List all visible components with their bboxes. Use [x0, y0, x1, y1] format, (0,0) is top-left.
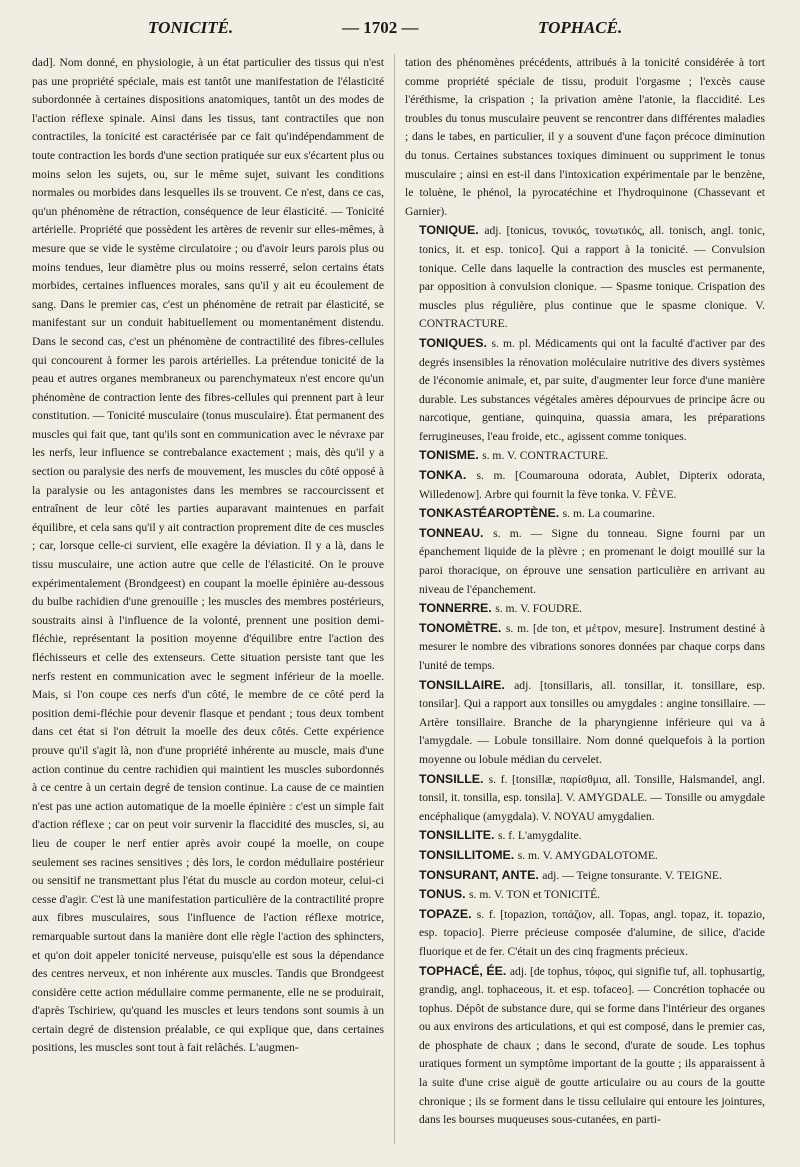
entry-headword: TONSILLITE.	[419, 828, 495, 843]
entry-headword: TONSILLAIRE.	[419, 677, 505, 692]
entry-definition: s. f. L'amygdalite.	[497, 829, 582, 843]
dictionary-entry	[405, 466, 765, 504]
entry-definition: s. m. La coumarine.	[562, 507, 655, 521]
entry-headword: TONKASTÉAROPTÈNE.	[419, 506, 560, 521]
entry-definition: s. m. [Coumarouna odorata, Aublet, Dipterix odorata, Willedenow]. Arbre qui fournit la fève tonka. V. FÈVE.	[419, 469, 765, 501]
entry-definition: s. m. [de ton, et μέτρον, mesure]. Instrument destiné à mesurer le nombre des vibrations sonores données par chaque corps dans l'unité de temps.	[419, 621, 765, 672]
entry-headword: TONUS.	[419, 887, 466, 902]
tonicite-entry-end: tation des phénomènes précédents, attribués à la tonicité considérée à tort comme propriété spéciale de tissu, produit l'orgasme ; l'excès cause l'éréthisme, la crispation ; la privation amène l'atonie, la flaccidité. Les troubles du tonus musculaire peuvent se rencontrer dans différentes maladies ; dans le tabes, en particulier, il y a souvent d'une façon précoce diminution du tonus. Certaines substances toxiques diminuent ou suppriment le tonus musculaire ; ainsi en est-il dans l'intoxication expérimentale par le benzène, le toluène, le phénol, la pyrocatéchine et l'hydroquinone (Chassevant et Garnier).	[405, 56, 765, 218]
entry-headword: TONKA.	[419, 468, 467, 483]
dictionary-entry	[405, 446, 765, 466]
dictionary-entry	[405, 770, 765, 827]
page-number: — 1702 —	[342, 18, 419, 37]
dictionary-entry	[405, 885, 765, 905]
dictionary-entry	[405, 599, 765, 619]
dictionary-entry	[405, 221, 765, 334]
entry-headword: TONSILLE.	[419, 771, 484, 786]
tonicite-entry-continuation: dad]. Nom donné, en physiologie, à un état particulier des tissus qui n'est pas une propriété spéciale, mais est tantôt une manifestation de l'élasticité subordonnée à certaines dispositions anatomiques, tantôt un des modes de l'action réflexe spinale. Ainsi dans les tissus, tant contractiles que non contractiles, la tonicité est caractérisée par ce fait qu'indépendamment de toute contraction les bords d'une section pratiquée sur eux s'écartent plus ou moins selon les sujets, ou, sur le même sujet, suivant les conditions normales ou morbides dans lesquelles ils se trouvent. Ce n'est, dans ce cas, qu'un phénomène de rétraction, conséquence de leur élasticité. — Tonicité artérielle. Propriété que possèdent les artères de revenir sur elles-mêmes, à mesure que se vide le système circulatoire ; ou d'avoir leurs parois plus ou moins tendues, leur diamètre plus ou moins resserré, selon certains états morbides, certaines influences morales, sans qu'il y ait eu écoulement de sang. Dans le premier cas, c'est un phénomène de retrait par élasticité, se manifestant sur un conduit habituellement ou momentanément distendu. Dans le second cas, c'est un phénomène de contractilité des fibres-cellules qui concourent à former les parois artérielles. La prétendue tonicité de la peau et autres organes membraneux ou parenchymateux n'est encore qu'un phénomène de contraction lente des fibres-cellules qui prennent part à leur constitution. — Tonicité musculaire (tonus musculaire). État permanent des muscles qui fait que, tant qu'ils sont en communication avec le névraxe par les nerfs, leur influence se contrebalance exactement ; mais, dès qu'il y a section ou paralysie des nerfs de mouvement, les muscles du côté opposé à la paralysie ou les antagonistes dans les membres se raccourcissent et entraînent de leur côté les parties auparavant maintenues en parfait équilibre, et cela sans qu'il y ait contraction proprement dite de ces muscles ; car, lorsque celle-ci survient, elle exagère la déviation. Il y a là, dans le tissu musculaire, une action autre que celle de l'élasticité. On le prouve expérimentalement (Brondgeest) en coupant la moelle épinière au-dessous du bulbe rachidien d'une grenouille ; les muscles des membres postérieurs, soustraits ainsi à l'influence de la volonté, prennent une position demi-fléchie, représentant la position moyenne d'équilibre entre l'action des fléchisseurs et celle des extenseurs. Cette situation persiste tant que les nerfs restent en communication avec le segment inférieur de la moelle. Mais, si l'on coupe ces nerfs d'un côté, le membre de ce côté perd la position demi-fléchie pour devenir flasque et pendant ; tous deux tombent dans cet état si l'on détruit la moelle des deux côtés. Cette expérience prouve qu'il s'agit là, non d'une propriété inhérente au muscle, mais d'une action continue du centre rachidien qui maintient les muscles subordonnés à ce centre à un certain degré de tension continue. La cause de ce maintien n'est pas une action automatique de la moelle épinière : c'est un simple fait d'action réflexe ; car on peut voir survenir la flaccidité des muscles, si, au lieu de couper le nerf entier après avoir coupé la moelle, on coupe seulement ses racines sensitives ; dès lors, le cordon médullaire postérieur ou sensitif ne transmettant plus l'état du muscle au cordon moteur, celui-ci cesse d'agir. C'est là une manifestation particulière de la contractilité propre aux fibres musculaires, sous l'influence de l'action réflexe motrice, remarquable surtout dans la manière dont elle règle l'action des sphincters, et qu'on doit appeler tonicité nerveuse, puisqu'elle est sous la dépendance des centres nerveux, et non inhérente aux muscles. Tandis que Brondgeest considère cette action médullaire comme permanente, elle ne se produirait, d'après Tschiriew, qu'quand les muscles et leurs tendons sont soumis à un certain degré de distension préalable, ce qui explique que, dans certaines positions, les muscles sont tout à fait relâchés. L'augmen-	[32, 56, 384, 1055]
entry-definition: s. f. [topazion, τοπάζιον, all. Topas, angl. topaz, it. topazio, esp. topacio]. Pierre précieuse composée d'alumine, de silice, d'acide fluorique et de fer. C'était un des cinq fragments précieux.	[419, 907, 765, 958]
entry-list	[405, 221, 765, 1130]
entry-definition: s. m. — Signe du tonneau. Signe fourni par un épanchement liquide de la plèvre ; en promenant le doigt mouillé sur la paroi thoracique, on éprouve une sensation particulière en arrivant au niveau de l'épanchement.	[419, 526, 765, 596]
entry-headword: TONNERRE.	[419, 601, 492, 616]
entry-definition: adj. [tonicus, τονικός, τονωτικός, all. tonisch, angl. tonic, tonics, it. et esp. tonico]. Qui a rapport à la tonicité. — Convulsion tonique. Celle dans laquelle la contraction des muscles est permanente, par opposition à convulsion clonique. — Spasme tonique. Crispation des muscles plus régulière, plus continue que le spasme clonique. V. CONTRACTURE.	[419, 224, 765, 331]
entry-headword: TONSILLITOME.	[419, 847, 515, 862]
left-column	[32, 54, 384, 1058]
dictionary-entry	[405, 504, 765, 524]
dictionary-entry	[405, 905, 765, 962]
entry-definition: s. m. V. TON et TONICITÉ.	[469, 888, 601, 902]
dictionary-entry	[405, 676, 765, 770]
running-header	[0, 18, 800, 46]
dictionary-entry	[405, 619, 765, 676]
dictionary-entry	[405, 846, 765, 866]
entry-headword: TONIQUES.	[419, 335, 487, 350]
dictionary-entry	[405, 866, 765, 886]
entry-definition: s. f. [tonsillæ, παρίσθμια, all. Tonsille, Halsmandel, angl. tonsil, it. tonsilla, esp. tonsila]. V. AMYGDALE. — Tonsille ou amygdale encéphalique (amygdala). V. NOYAU amygdalien.	[419, 772, 765, 823]
entry-definition: s. m. V. FOUDRE.	[495, 602, 583, 616]
column-divider	[394, 54, 395, 1144]
entry-definition: s. m. V. AMYGDALOTOME.	[517, 848, 658, 862]
entry-definition: adj. [tonsillaris, all. tonsillar, it. tonsillare, esp. tonsilar]. Qui a rapport aux tonsilles ou amygdales : angine tonsillaire. — Artère tonsillaire. Branche de la pharyngienne inférieure qui va à l'amygdale. — Lobule tonsillaire. Nom donné quelquefois à la portion moyenne ou lobule médian du cervelet.	[419, 678, 765, 766]
header-right-headword: TOPHACÉ.	[538, 18, 623, 37]
entry-headword: TONIQUE.	[419, 223, 479, 238]
entry-definition: s. m. pl. Médicaments qui ont la faculté d'activer par des degrés insensibles la rénovation moléculaire nutritive des divers systèmes de l'économie animale, et, par suite, d'augmenter leur force d'une manière durable. Les substances végétales amères dépourvues de principe âcre ou narcotique, gentiane, quinquina, quassia amara, les préparations ferrugineuses, l'eau froide, etc., agissent comme toniques.	[419, 336, 765, 443]
dictionary-entry	[405, 524, 765, 599]
dictionary-entry	[405, 826, 765, 846]
header-left-headword: TONICITÉ.	[148, 18, 234, 37]
entry-headword: TONISME.	[419, 448, 479, 463]
dictionary-entry	[405, 962, 765, 1130]
entry-headword: TOPAZE.	[419, 906, 472, 921]
entry-headword: TOPHACÉ, ÉE.	[419, 963, 507, 978]
entry-headword: TONSURANT, ANTE.	[419, 867, 539, 882]
dictionary-entry	[405, 334, 765, 447]
entry-definition: adj. — Teigne tonsurante. V. TEIGNE.	[542, 868, 722, 882]
entry-definition: adj. [de tophus, τόφος, qui signifie tuf, all. tophusartig, grandig, angl. tophaceous, it. et esp. tofaceo]. — Concrétion tophacée ou tophus. Dépôt de substance dure, qui se forme dans l'intérieur des organes ou aux environs des articulations, et qui est composé, dans le premier cas, de phosphate de chaux ; dans le second, d'urate de soude. Les tophus uratiques forment un symptôme important de la goutte ; ils apparaissent à la suite d'une crise aiguë de goutte articulaire ou au cours de la goutte chronique ; ils se forment dans le tissu cellulaire qui entoure les jointures, dans les bourses muqueuses sous-cutanées, en parti-	[419, 964, 765, 1127]
right-column	[405, 54, 765, 1130]
entry-headword: TONOMÈTRE.	[419, 620, 502, 635]
entry-definition: s. m. V. CONTRACTURE.	[482, 449, 609, 463]
entry-headword: TONNEAU.	[419, 525, 484, 540]
